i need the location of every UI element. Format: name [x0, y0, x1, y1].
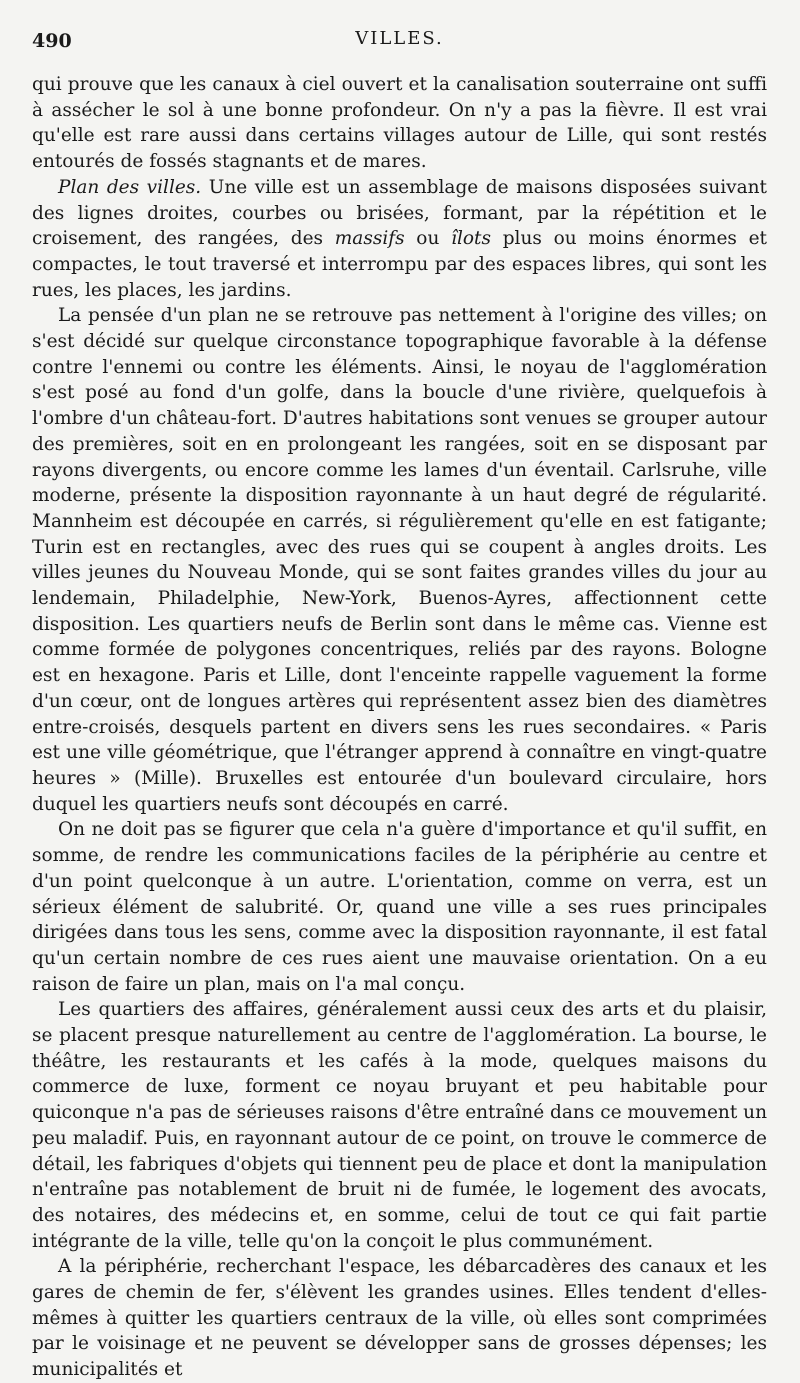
paragraph-continued: qui prouve que les canaux à ciel ouvert et la canalisation souterraine ont suffi à assécher le sol à une bonne profondeur. On n'y a pas la fièvre. Il est vrai qu'elle est rare aussi dans certains villages autour de Lille, qui sont restés entourés de fossés stagnants et de mares.: [32, 74, 767, 173]
page-number: 490: [32, 30, 72, 52]
paragraph: On ne doit pas se figurer que cela n'a guère d'importance et qu'il suffit, en somme, de rendre les communications faciles de la périphérie au centre et d'un point quelconque à un autre. L'orientation, comme on verra, est un sérieux élément de salubrité. Or, quand une ville a ses rues principales dirigées dans tous les sens, comme avec la disposition rayonnante, il est fatal qu'un certain nombre de ces rues aient une mauvaise orientation. On a eu raison de faire un plan, mais on l'a mal conçu.: [32, 819, 767, 995]
running-header: [32, 28, 767, 58]
paragraph: La pensée d'un plan ne se retrouve pas nettement à l'origine des villes; on s'est décidé sur quelque circonstance topographique favorable à la défense contre l'ennemi ou contre les éléments. Ainsi, le noyau de l'agglomération s'est posé au fond d'un golfe, dans la boucle d'une rivière, quelquefois à l'ombre d'un château-fort. D'autres habitations sont venues se grouper autour des premières, soit en en prolongeant les rangées, soit en se disposant par rayons divergents, ou encore comme les lames d'un éventail. Carlsruhe, ville moderne, présente la disposition rayonnante à un haut degré de régularité. Mannheim est découpée en carrés, si régulièrement qu'elle en est fatigante; Turin est en rectangles, avec des rues qui se coupent à angles droits. Les villes jeunes du Nouveau Monde, qui se sont faites grandes villes du jour au lendemain, Philadelphie, New-York, Buenos-Ayres, affectionnent cette disposition. Les quartiers neufs de Berlin sont dans le même cas. Vienne est comme formée de polygones concentriques, reliés par des rayons. Bologne est en hexagone. Paris et Lille, dont l'enceinte rappelle vaguement la forme d'un cœur, ont de longues artères qui représentent assez bien des diamètres entre-croisés, desquels partent en divers sens les rues secondaires. « Paris est une ville géométrique, que l'étranger apprend à connaître en vingt-quatre heures » (Mille). Bruxelles est entourée d'un boulevard circulaire, hors duquel les quartiers neufs sont découpés en carré.: [32, 305, 767, 815]
paragraph: Les quartiers des affaires, généralement aussi ceux des arts et du plaisir, se placent presque naturellement au centre de l'agglomération. La bourse, le théâtre, les restaurants et les cafés à la mode, quelques maisons du commerce de luxe, forment ce noyau bruyant et peu habitable pour quiconque n'a pas de sérieuses raisons d'être entraîné dans ce mouvement un peu maladif. Puis, en rayonnant autour de ce point, on trouve le commerce de détail, les fabriques d'objets qui tiennent peu de place et dont la manipulation n'entraîne pas notablement de bruit ni de fumée, le logement des avocats, des notaires, des médecins et, en somme, celui de tout ce qui fait partie intégrante de la ville, telle qu'on la conçoit le plus communément.: [32, 999, 767, 1252]
italic-term-ilots: îlots: [451, 228, 491, 250]
paragraph-text: plus ou moins énormes et compactes, le tout traversé et interrompu par des espaces libres, qui sont les rues, les places, les jardins.: [32, 228, 767, 301]
paragraph: A la périphérie, recherchant l'espace, les débarcadères des canaux et les gares de chemin de fer, s'élèvent les grandes usines. Elles tendent d'elles-mêmes à quitter les quartiers centraux de la ville, où elles sont comprimées par le voisinage et ne peuvent se développer sans de grosses dépenses; les municipalités et: [32, 1256, 767, 1381]
italic-term-massifs: massifs: [334, 228, 405, 250]
section-lead-title: Plan des villes.: [58, 176, 202, 198]
body-text: [32, 72, 767, 1383]
running-title: VILLES.: [355, 28, 444, 49]
book-page: [32, 28, 767, 1383]
paragraph-text: ou: [404, 228, 452, 250]
paragraph-plan-des-villes: [32, 175, 767, 304]
paragraph-text: Une ville est un assemblage de maisons disposées suivant des lignes droites, courbes ou brisées, formant, par la répétition et le croisement, des rangées, des: [32, 176, 767, 250]
